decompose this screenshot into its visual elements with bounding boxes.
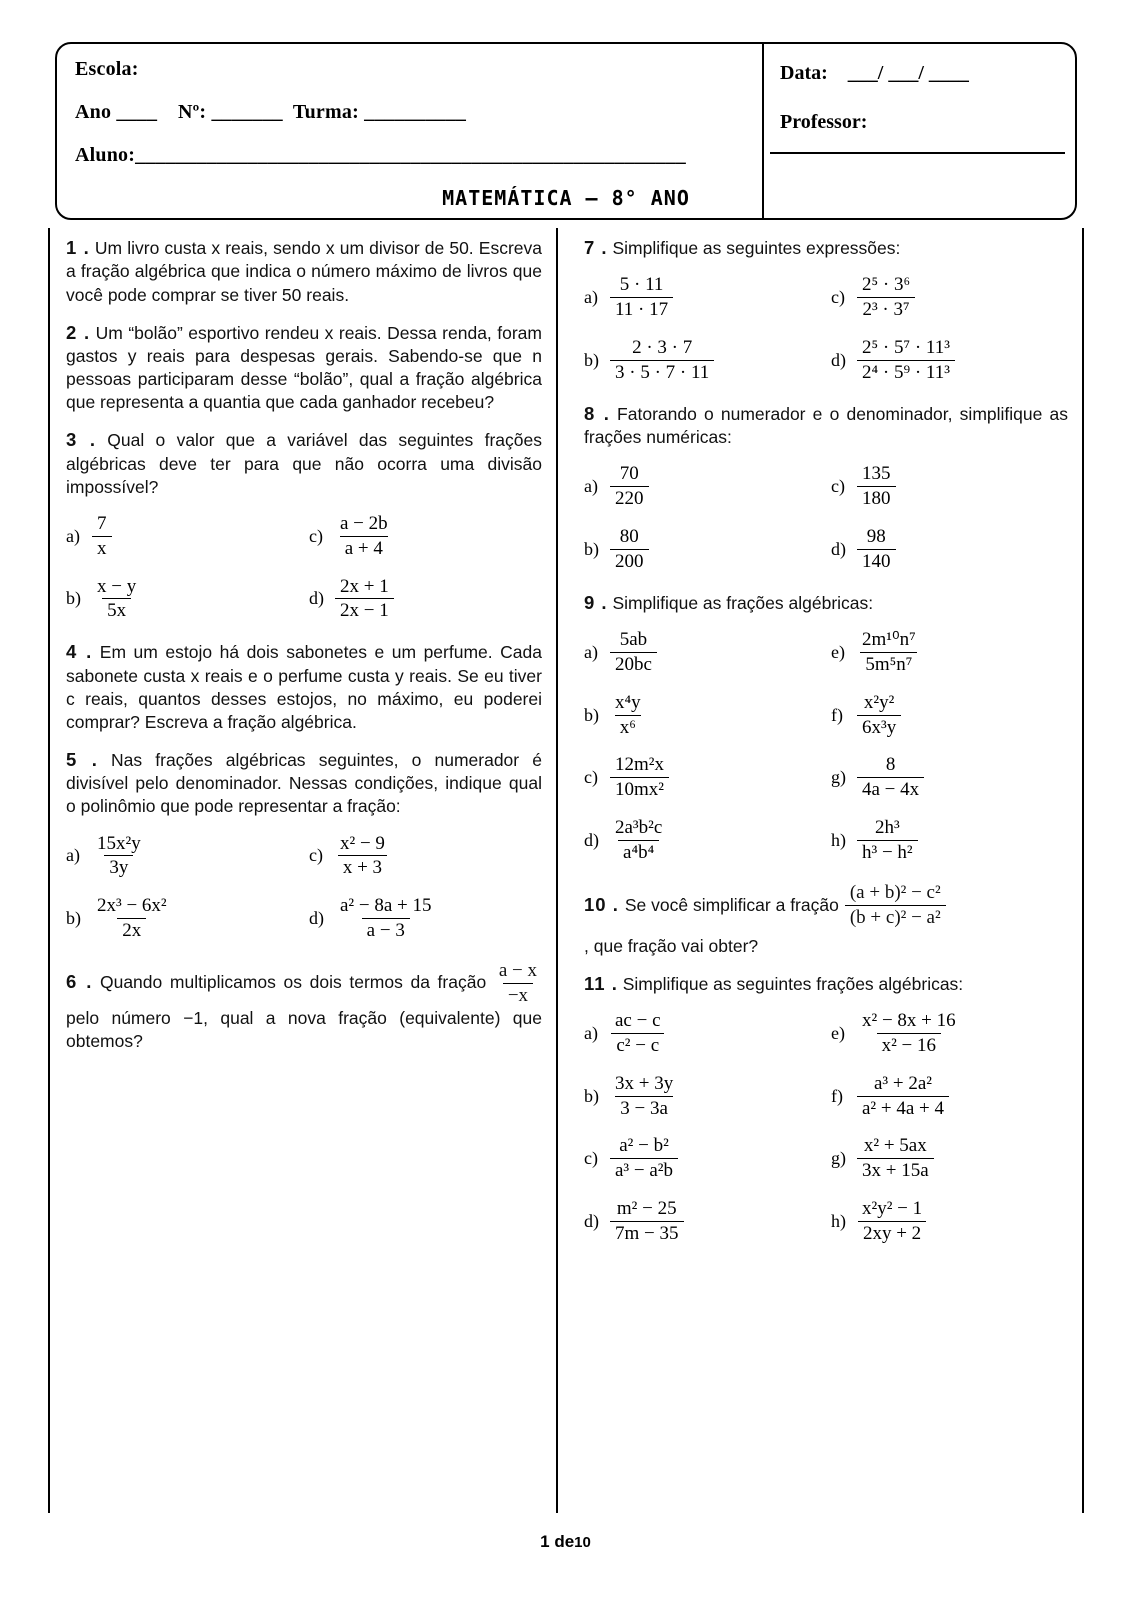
- fraction-denominator: a⁴b⁴: [618, 840, 659, 864]
- ano-turma-label: Ano ____ Nº: _______ Turma: __________: [75, 101, 467, 123]
- fraction-numerator: a − 2b: [340, 512, 388, 534]
- item-label: h): [831, 1210, 846, 1231]
- fraction: [610, 692, 646, 739]
- fraction: [857, 1073, 949, 1120]
- fraction: [92, 576, 141, 623]
- item-label: f): [831, 704, 843, 725]
- fraction-denominator: a² + 4a + 4: [857, 1096, 949, 1120]
- fraction-denominator: x: [92, 536, 112, 560]
- fraction-numerator: 2⁵ · 5⁷ · 11³: [862, 337, 950, 359]
- question-3-text: Qual o valor que a variável das seguintes frações algébricas deve ter para que não ocorra uma divisão impossível?: [66, 430, 542, 497]
- fraction: [857, 754, 924, 801]
- fraction-denominator: 11 · 17: [610, 297, 673, 321]
- question-7-number: 7 .: [584, 237, 608, 258]
- item: [831, 1198, 1068, 1245]
- fraction-denominator: 7m − 35: [610, 1221, 684, 1245]
- fraction-numerator: 15x²y: [97, 832, 141, 854]
- fraction-denominator: −x: [503, 983, 533, 1007]
- item: [309, 513, 542, 560]
- fraction-numerator: 2⁵ · 3⁶: [862, 274, 911, 296]
- question-8: [584, 402, 1068, 450]
- question-6-text-after: pelo número −1, qual a nova fração (equivalente) que obtemos?: [66, 1007, 542, 1051]
- fraction-denominator: (b + c)² − a²: [845, 905, 946, 929]
- item: [831, 1010, 1068, 1057]
- fraction-numerator: 7: [97, 512, 107, 534]
- question-7-text: Simplifique as seguintes expressões:: [612, 238, 901, 258]
- fraction: [857, 629, 921, 676]
- question-4-number: 4 .: [66, 641, 93, 663]
- item: [831, 817, 1068, 864]
- fraction-numerator: 80: [619, 525, 639, 547]
- data-label: Data: ___/ ___/ ____: [780, 62, 969, 84]
- fraction-numerator: 3x + 3y: [615, 1072, 674, 1094]
- question-6-text-before: Quando multiplicamos os dois termos da fração: [99, 971, 487, 992]
- fraction-denominator: x⁶: [615, 715, 641, 739]
- item-label: d): [584, 829, 599, 850]
- item-label: c): [831, 287, 845, 308]
- item-label: b): [584, 704, 599, 725]
- fraction-denominator: 180: [857, 486, 896, 510]
- item-label: b): [584, 538, 599, 559]
- item: [584, 463, 821, 510]
- question-5-number: 5 .: [66, 748, 98, 770]
- item: [584, 692, 821, 739]
- item-label: e): [831, 641, 845, 662]
- question-7-items: [584, 274, 1068, 383]
- fraction: [857, 526, 896, 573]
- fraction-denominator: 3 · 5 · 7 · 11: [610, 360, 714, 384]
- item-label: d): [831, 538, 846, 559]
- fraction-denominator: a + 4: [340, 536, 388, 560]
- item: [584, 1073, 821, 1120]
- fraction-numerator: x²y²: [863, 691, 895, 713]
- fraction: [857, 692, 901, 739]
- item: [584, 526, 821, 573]
- item-label: c): [309, 525, 323, 546]
- question-10-number: 10 .: [584, 893, 619, 915]
- fraction: [92, 833, 146, 880]
- question-8-text: Fatorando o numerador e o denominador, simplifique as frações numéricas:: [584, 403, 1068, 448]
- fraction: [610, 274, 673, 321]
- fraction-numerator: x − y: [97, 575, 137, 597]
- question-11-items: [584, 1010, 1068, 1245]
- fraction-denominator: c² − c: [611, 1033, 664, 1057]
- fraction-numerator: m² − 25: [616, 1198, 677, 1220]
- fraction: [857, 817, 918, 864]
- item: [309, 833, 542, 880]
- question-11-number: 11 .: [584, 972, 618, 994]
- fraction: [610, 1135, 678, 1182]
- fraction: [610, 1073, 678, 1120]
- fraction: [610, 526, 649, 573]
- fraction-numerator: a² − b²: [619, 1135, 669, 1157]
- item: [831, 274, 1068, 321]
- fraction-denominator: a − 3: [362, 918, 410, 942]
- question-1-number: 1 .: [66, 237, 90, 258]
- item: [831, 463, 1068, 510]
- fraction: [610, 629, 657, 676]
- fraction-numerator: a² − 8a + 15: [340, 895, 432, 917]
- fraction-numerator: 2 · 3 · 7: [632, 337, 693, 359]
- item: [831, 1135, 1068, 1182]
- item-label: c): [584, 767, 598, 788]
- fraction-denominator: x + 3: [338, 855, 387, 879]
- item: [831, 692, 1068, 739]
- fraction-denominator: 6x³y: [857, 715, 901, 739]
- item: [831, 526, 1068, 573]
- item-label: b): [66, 908, 81, 929]
- fraction-denominator: 20bc: [610, 652, 657, 676]
- item-label: g): [831, 1148, 846, 1169]
- question-10-text-before: Se você simplificar a fração: [624, 894, 839, 915]
- fraction: [610, 754, 669, 801]
- item-label: e): [831, 1022, 845, 1043]
- item-label: a): [66, 845, 80, 866]
- page-footer: [0, 1532, 1131, 1552]
- question-5-text: Nas frações algébricas seguintes, o numerador é divisível pelo denominador. Nessas condições, indique qual o polinômio que pode representar a fração:: [66, 749, 542, 817]
- item: [831, 1073, 1068, 1120]
- fraction-numerator: 135: [862, 463, 891, 485]
- item: [66, 513, 299, 560]
- item: [66, 895, 299, 942]
- fraction-denominator: 220: [610, 486, 649, 510]
- fraction-numerator: a − x: [498, 959, 537, 981]
- question-5: [66, 748, 542, 819]
- fraction-numerator: 2x + 1: [340, 575, 389, 597]
- left-column: [50, 228, 558, 1513]
- question-3: [66, 428, 542, 499]
- item: [584, 337, 821, 384]
- fraction-denominator: 5x: [102, 598, 131, 622]
- question-8-items: [584, 463, 1068, 572]
- item: [584, 1135, 821, 1182]
- item: [831, 754, 1068, 801]
- question-3-items: [66, 513, 542, 622]
- fraction-numerator: (a + b)² − c²: [849, 881, 941, 903]
- item-label: b): [66, 588, 81, 609]
- fraction-numerator: 5 · 11: [619, 274, 664, 296]
- fraction-numerator: x⁴y: [615, 691, 641, 713]
- fraction-numerator: x²y² − 1: [862, 1198, 923, 1220]
- fraction: [335, 895, 437, 942]
- question-4-text: Em um estojo há dois sabonetes e um perfume. Cada sabonete custa x reais e o perfume custa y reais. Se eu tiver c reais, quantos desses estojos, no máximo, eu poderei comprar? Escreva a fração algébrica.: [66, 642, 542, 732]
- fraction: [610, 817, 667, 864]
- fraction: [610, 463, 649, 510]
- item-label: a): [584, 476, 598, 497]
- item-label: c): [309, 845, 323, 866]
- fraction: [92, 895, 172, 942]
- item-label: h): [831, 829, 846, 850]
- fraction: [335, 576, 394, 623]
- item: [584, 1198, 821, 1245]
- fraction-numerator: a³ + 2a²: [874, 1072, 932, 1094]
- item: [309, 576, 542, 623]
- item: [584, 754, 821, 801]
- fraction-denominator: 2x: [117, 918, 146, 942]
- question-6-number: 6 .: [66, 970, 93, 992]
- fraction: [857, 1135, 934, 1182]
- fraction-numerator: 98: [866, 525, 886, 547]
- item-label: b): [584, 349, 599, 370]
- item-label: a): [66, 525, 80, 546]
- fraction: [610, 1010, 666, 1057]
- fraction-denominator: 2⁴ · 5⁹ · 11³: [857, 360, 955, 384]
- question-10-text-after: , que fração vai obter?: [584, 935, 759, 956]
- right-column: [558, 228, 1082, 1513]
- question-9-text: Simplifique as frações algébricas:: [612, 592, 874, 613]
- question-2: [66, 321, 542, 415]
- fraction: [335, 513, 393, 560]
- fraction-numerator: ac − c: [615, 1010, 661, 1031]
- item: [584, 274, 821, 321]
- item-label: c): [584, 1148, 598, 1169]
- fraction-numerator: 8: [885, 754, 896, 776]
- question-1: [66, 236, 542, 307]
- question-11-text: Simplifique as seguintes frações algébricas:: [622, 973, 964, 994]
- fraction-numerator: 5ab: [619, 629, 648, 651]
- question-2-text: Um “bolão” esportivo rendeu x reais. Dessa renda, foram gastos y reais para despesas gerais. Sabendo-se que n pessoas participaram desse “bolão”, qual a fração algébrica que representa a quantia que cada ganhador recebeu?: [66, 322, 542, 413]
- question-9-items: [584, 629, 1068, 864]
- question-9: [584, 591, 1068, 615]
- fraction-denominator: x² − 16: [877, 1033, 941, 1057]
- fraction-denominator: 200: [610, 549, 649, 573]
- page-number: 1 de: [540, 1532, 575, 1551]
- question-6: [66, 960, 542, 1053]
- fraction: [857, 337, 955, 384]
- fraction: [857, 463, 896, 510]
- item-label: f): [831, 1085, 843, 1106]
- item-label: a): [584, 287, 598, 308]
- question-2-number: 2 .: [66, 321, 91, 343]
- fraction-denominator: h³ − h²: [857, 840, 918, 864]
- fraction-numerator: 12m²x: [615, 754, 664, 776]
- fraction-denominator: 5m⁵n⁷: [860, 652, 917, 676]
- fraction-denominator: 2xy + 2: [858, 1221, 926, 1245]
- exercise-columns: [48, 228, 1084, 1513]
- fraction-denominator: 3y: [104, 855, 133, 879]
- fraction-numerator: 2a³b²c: [615, 817, 663, 839]
- item-label: d): [831, 349, 846, 370]
- question-1-text: Um livro custa x reais, sendo x um divisor de 50. Escreva a fração algébrica que indica o número máximo de livros que você pode comprar se tiver 50 reais.: [66, 238, 542, 305]
- fraction: [610, 337, 714, 384]
- item-label: g): [831, 767, 846, 788]
- item-label: d): [584, 1210, 599, 1231]
- page-total: 10: [574, 1534, 591, 1551]
- subject-title: MATEMÁTICA – 8° ANO: [442, 186, 690, 210]
- fraction: [494, 960, 542, 1007]
- fraction-denominator: 2³ · 3⁷: [857, 297, 914, 321]
- item: [831, 337, 1068, 384]
- question-5-items: [66, 833, 542, 942]
- professor-label: Professor:: [780, 111, 868, 133]
- question-3-number: 3 .: [66, 429, 96, 451]
- student-header-box: [55, 42, 1077, 220]
- item-label: d): [309, 908, 324, 929]
- fraction-denominator: 10mx²: [610, 777, 669, 801]
- item-label: c): [831, 476, 845, 497]
- fraction-numerator: x² + 5ax: [863, 1135, 927, 1157]
- item: [584, 1010, 821, 1057]
- header-divider: [770, 152, 1065, 154]
- fraction: [857, 274, 915, 321]
- item-label: a): [584, 1022, 598, 1043]
- item-label: a): [584, 641, 598, 662]
- fraction-numerator: 2h³: [874, 817, 900, 839]
- fraction-numerator: 2m¹⁰n⁷: [862, 629, 916, 651]
- question-11: [584, 972, 1068, 996]
- fraction: [335, 833, 390, 880]
- item: [66, 833, 299, 880]
- fraction: [610, 1198, 684, 1245]
- fraction-denominator: 2x − 1: [335, 598, 394, 622]
- item: [584, 629, 821, 676]
- fraction-denominator: 140: [857, 549, 896, 573]
- aluno-label: Aluno:______________________________________________________: [75, 144, 686, 166]
- fraction: [845, 882, 946, 929]
- item-label: b): [584, 1085, 599, 1106]
- fraction: [857, 1010, 961, 1057]
- question-7: [584, 236, 1068, 260]
- item: [831, 629, 1068, 676]
- fraction: [92, 513, 112, 560]
- fraction-denominator: 3x + 15a: [857, 1158, 934, 1182]
- item-label: d): [309, 588, 324, 609]
- question-4: [66, 640, 542, 734]
- fraction-denominator: 4a − 4x: [857, 777, 924, 801]
- fraction-numerator: 2x³ − 6x²: [97, 895, 167, 917]
- fraction-numerator: x² − 9: [340, 832, 385, 854]
- fraction: [857, 1198, 927, 1245]
- fraction-numerator: 70: [619, 463, 639, 485]
- escola-label: Escola:: [75, 58, 139, 80]
- question-10: [584, 882, 1068, 958]
- item: [309, 895, 542, 942]
- question-8-number: 8 .: [584, 402, 610, 424]
- item: [66, 576, 299, 623]
- item: [584, 817, 821, 864]
- fraction-numerator: x² − 8x + 16: [862, 1010, 956, 1031]
- fraction-denominator: a³ − a²b: [610, 1158, 678, 1182]
- fraction-denominator: 3 − 3a: [615, 1096, 673, 1120]
- question-9-number: 9 .: [584, 591, 608, 613]
